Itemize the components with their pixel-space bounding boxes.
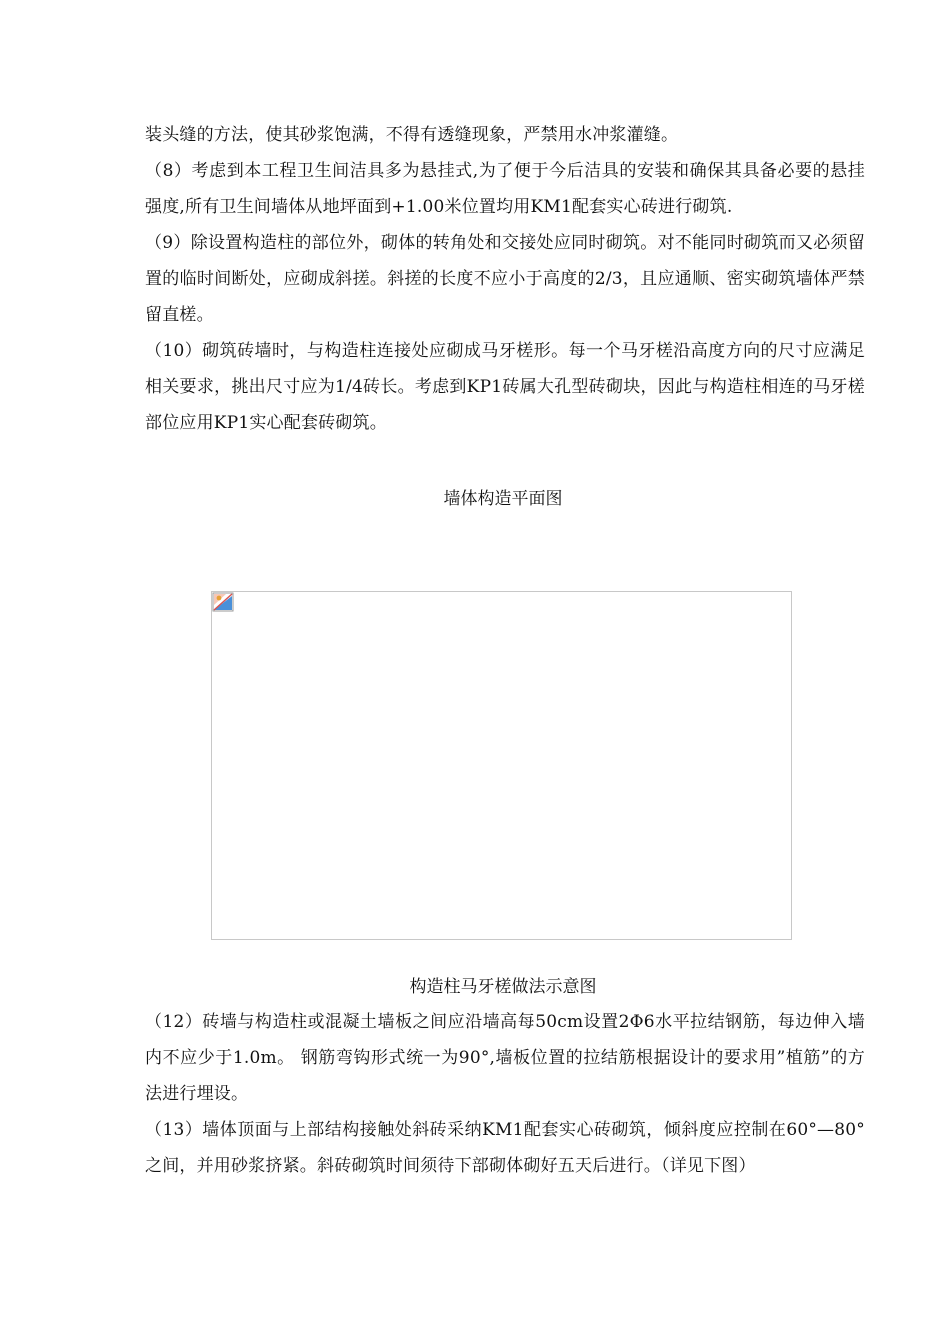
figure-caption-wall-plan: 墙体构造平面图 [443,489,563,509]
figure-image-placeholder [211,591,792,940]
broken-image-icon [212,592,234,612]
paragraph-continuation: 装头缝的方法，使其砂浆饱满，不得有透缝现象，严禁用水冲浆灌缝。 [145,125,679,145]
figure-caption-column-toothing: 构造柱马牙槎做法示意图 [409,977,597,997]
paragraph-item-12: （12）砖墙与构造柱或混凝土墙板之间应沿墙高每50cm设置2Φ6水平拉结钢筋，每边伸入墙内不应少于1.0m。 钢筋弯钩形式统一为90°,墙板位置的拉结筋根据设计的要求用”植筋”的方法进行埋设。 [145,1012,865,1104]
paragraph-item-10: （10）砌筑砖墙时，与构造柱连接处应砌成马牙槎形。每一个马牙槎沿高度方向的尺寸应满足相关要求，挑出尺寸应为1/4砖长。考虑到KP1砖属大孔型砖砌块，因此与构造柱相连的马牙槎部位应用KP1实心配套砖砌筑。 [145,341,865,433]
paragraph-item-9: （9）除设置构造柱的部位外，砌体的转角处和交接处应同时砌筑。对不能同时砌筑而又必须留置的临时间断处，应砌成斜搓。斜搓的长度不应小于高度的2/3，且应通顺、密实砌筑墙体严禁留直槎。 [145,233,865,325]
paragraph-item-13: （13）墙体顶面与上部结构接触处斜砖采纳KM1配套实心砖砌筑，倾斜度应控制在60°—80°之间，并用砂浆挤紧。斜砖砌筑时间须待下部砌体砌好五天后进行。（详见下图） [145,1120,865,1176]
paragraph-item-8: （8）考虑到本工程卫生间洁具多为悬挂式,为了便于今后洁具的安装和确保其具备必要的悬挂强度,所有卫生间墙体从地坪面到+1.00米位置均用KM1配套实心砖进行砌筑. [145,161,865,217]
